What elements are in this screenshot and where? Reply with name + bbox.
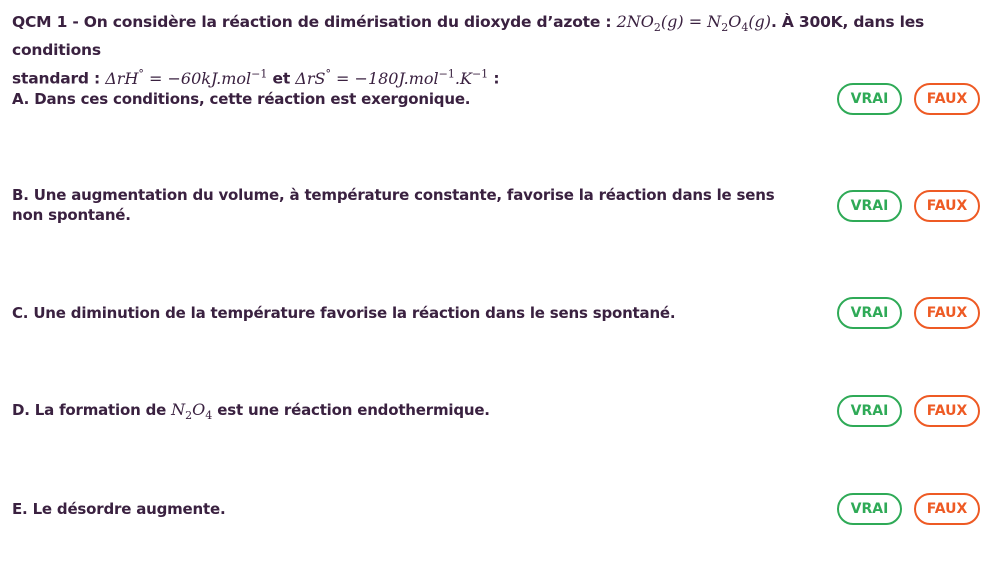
enthalpy-value: ΔrH° = −60kJ.mol$^{-1}$	[105, 67, 268, 88]
entropy-value: $\Delta rS^\circ = -180J.mol^{-1}.K^{-1}$	[295, 67, 489, 88]
answer-text-e: E. Le désordre augmente.	[12, 500, 226, 518]
false-button-b[interactable]: FAUX	[914, 190, 980, 222]
true-button-d[interactable]: VRAI	[837, 395, 902, 427]
true-button-e[interactable]: VRAI	[837, 493, 902, 525]
reaction-equation: $2NO_2(g) = N_2O_4(g)$	[616, 12, 772, 35]
formula-n2o4: $N_2O_4$	[171, 400, 213, 423]
header-colon: :	[493, 69, 500, 88]
and-word: et	[272, 69, 291, 88]
answer-text-c: C. Une diminution de la température favorise la réaction dans le sens spontané.	[12, 304, 676, 322]
answer-text-b: B. Une augmentation du volume, à température constante, favorise la réaction dans le sens non spontané.	[12, 186, 775, 224]
true-button-b[interactable]: VRAI	[837, 190, 902, 222]
question-line2-prefix: standard :	[12, 69, 101, 88]
question-header	[12, 10, 987, 91]
false-button-a[interactable]: FAUX	[914, 83, 980, 115]
false-button-c[interactable]: FAUX	[914, 297, 980, 329]
question-prefix: QCM 1 - On considère la réaction de dimérisation du dioxyde d’azote :	[12, 13, 612, 31]
answer-text-d: D. La formation de $N_2O_4$ est une réaction endothermique.	[12, 400, 490, 423]
question-after-equation: . À 300K, dans les conditions	[12, 13, 925, 60]
true-button-a[interactable]: VRAI	[837, 83, 902, 115]
answer-text-a: A. Dans ces conditions, cette réaction est exergonique.	[12, 90, 471, 108]
false-button-e[interactable]: FAUX	[914, 493, 980, 525]
false-button-d[interactable]: FAUX	[914, 395, 980, 427]
true-button-c[interactable]: VRAI	[837, 297, 902, 329]
